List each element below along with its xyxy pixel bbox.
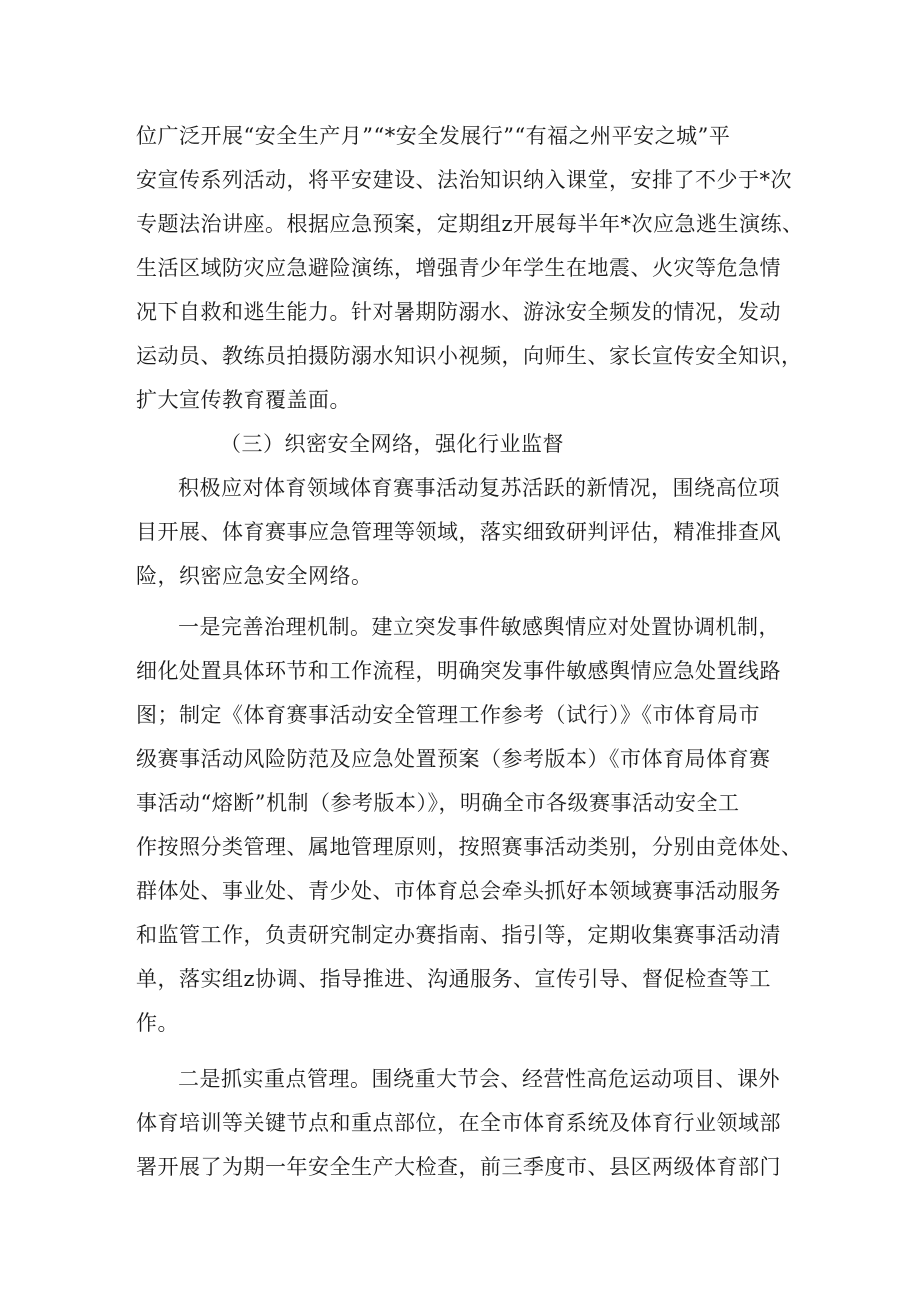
text-line: 事活动“熔断”机制（参考版本）》，明确全市各级赛事活动安全工	[136, 791, 740, 815]
paragraph-key-management	[136, 1057, 800, 1189]
text-line: 一是完善治理机制。建立突发事件敏感舆情应对处置协调机制，	[178, 615, 780, 639]
text-line: 专题法治讲座。根据应急预案，定期组z开展每半年*次应急逃生演练、	[136, 212, 804, 236]
text-line: 作按照分类管理、属地管理原则，按照赛事活动类别，分别由竞体处、	[136, 835, 803, 859]
text-line: 二是抓实重点管理。围绕重大节会、经营性高危运动项目、课外	[178, 1067, 780, 1091]
paragraph-publicity-activities	[136, 114, 804, 422]
text-line: 细化处置具体环节和工作流程，明确突发事件敏感舆情应急处置线路	[136, 659, 781, 683]
text-line: 作。	[136, 1011, 179, 1035]
text-line: 图；制定《体育赛事活动安全管理工作参考（试行）》《市体育局市	[136, 703, 760, 727]
text-line: 运动员、教练员拍摄防溺水知识小视频，向师生、家长宣传安全知识，	[136, 344, 803, 368]
paragraph-section-intro	[136, 466, 800, 598]
paragraph-spacer	[136, 1045, 800, 1057]
text-line: 目开展、体育赛事应急管理等领域，落实细致研判评估，精准排查风	[136, 520, 781, 544]
text-line: 位广泛开展“安全生产月”“*安全发展行”“有福之州平安之城”平	[136, 124, 731, 148]
text-line: 积极应对体育领域体育赛事活动复苏活跃的新情况，围绕高位项	[178, 476, 780, 500]
text-line: 安宣传系列活动，将平安建设、法治知识纳入课堂，安排了不少于*次	[136, 168, 792, 192]
text-line: 扩大宣传教育覆盖面。	[136, 388, 351, 412]
text-line: 险，织密应急安全网络。	[136, 564, 373, 588]
paragraph-spacer	[136, 598, 800, 605]
text-line: 级赛事活动风险防范及应急处置预案（参考版本）《市体育局体育赛	[136, 747, 771, 771]
paragraph-governance-mechanism	[136, 605, 803, 1045]
section-heading: （三）织密安全网络，强化行业监督	[220, 432, 564, 456]
text-line: 署开展了为期一年安全生产大检查，前三季度市、县区两级体育部门	[136, 1155, 781, 1179]
text-line: 和监管工作，负责研究制定办赛指南、指引等，定期收集赛事活动清	[136, 923, 781, 947]
text-line: 单，落实组z协调、指导推进、沟通服务、宣传引导、督促检查等工	[136, 967, 772, 991]
text-line: 体育培训等关键节点和重点部位，在全市体育系统及体育行业领域部	[136, 1111, 781, 1135]
text-line: 况下自救和逃生能力。针对暑期防溺水、游泳安全频发的情况，发动	[136, 300, 781, 324]
text-line: 生活区域防灾应急避险演练，增强青少年学生在地震、火灾等危急情	[136, 256, 781, 280]
document-body	[136, 114, 804, 1189]
text-line: 群体处、事业处、青少处、市体育总会牵头抓好本领域赛事活动服务	[136, 879, 781, 903]
